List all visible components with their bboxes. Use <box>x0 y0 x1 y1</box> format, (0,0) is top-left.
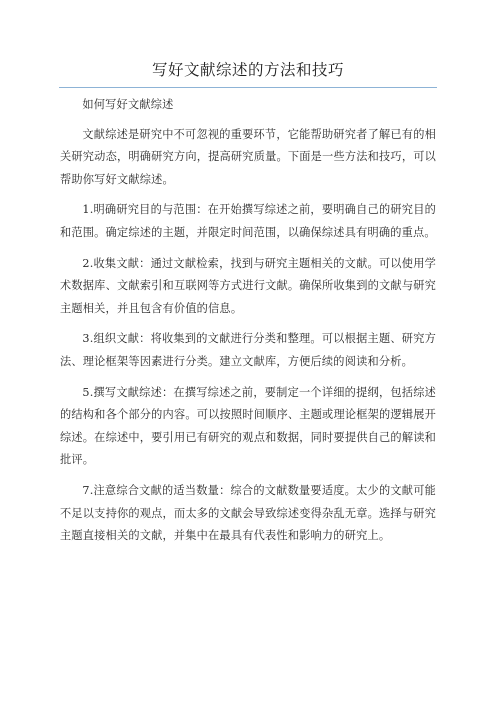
paragraph-step-3: 3.组织文献：将收集到的文献进行分类和整理。可以根据主题、研究方法、理论框架等因素进行分类。建立文献库，方便后续的阅读和分析。 <box>60 332 436 368</box>
section-heading: 如何写好文献综述 <box>82 98 174 111</box>
title-divider <box>59 87 437 88</box>
paragraph-step-7: 7.注意综合文献的适当数量：综合的文献数量要适度。太少的文献可能不足以支持你的观点，而太多的文献会导致综述变得杂乱无章。选择与研究主题直接相关的文献，并集中在最具有代表性和影响力的研究上。 <box>60 483 436 543</box>
document-body <box>60 94 436 556</box>
paragraph-intro: 文献综述是研究中不可忽视的重要环节，它能帮助研究者了解已有的相关研究动态，明确研究方向，提高研究质量。下面是一些方法和技巧，可以帮助你写好文献综述。 <box>60 127 436 186</box>
document-title: 写好文献综述的方法和技巧 <box>151 61 344 79</box>
paragraph-step-1: 1.明确研究目的与范围：在开始撰写综述之前，要明确自己的研究目的和范围。确定综述的主题，并限定时间范围，以确保综述具有明确的重点。 <box>60 203 436 239</box>
paragraph-step-5: 5.撰写文献综述：在撰写综述之前，要制定一个详细的提纲，包括综述的结构和各个部分的内容。可以按照时间顺序、主题或理论框架的逻辑展开综述。在综述中，要引用已有研究的观点和数据，同时要提供自己的解读和批评。 <box>60 385 436 467</box>
paragraph-step-2: 2.收集文献：通过文献检索，找到与研究主题相关的文献。可以使用学术数据库、文献索引和互联网等方式进行文献。确保所收集到的文献与研究主题相关，并且包含有价值的信息。 <box>60 256 436 315</box>
